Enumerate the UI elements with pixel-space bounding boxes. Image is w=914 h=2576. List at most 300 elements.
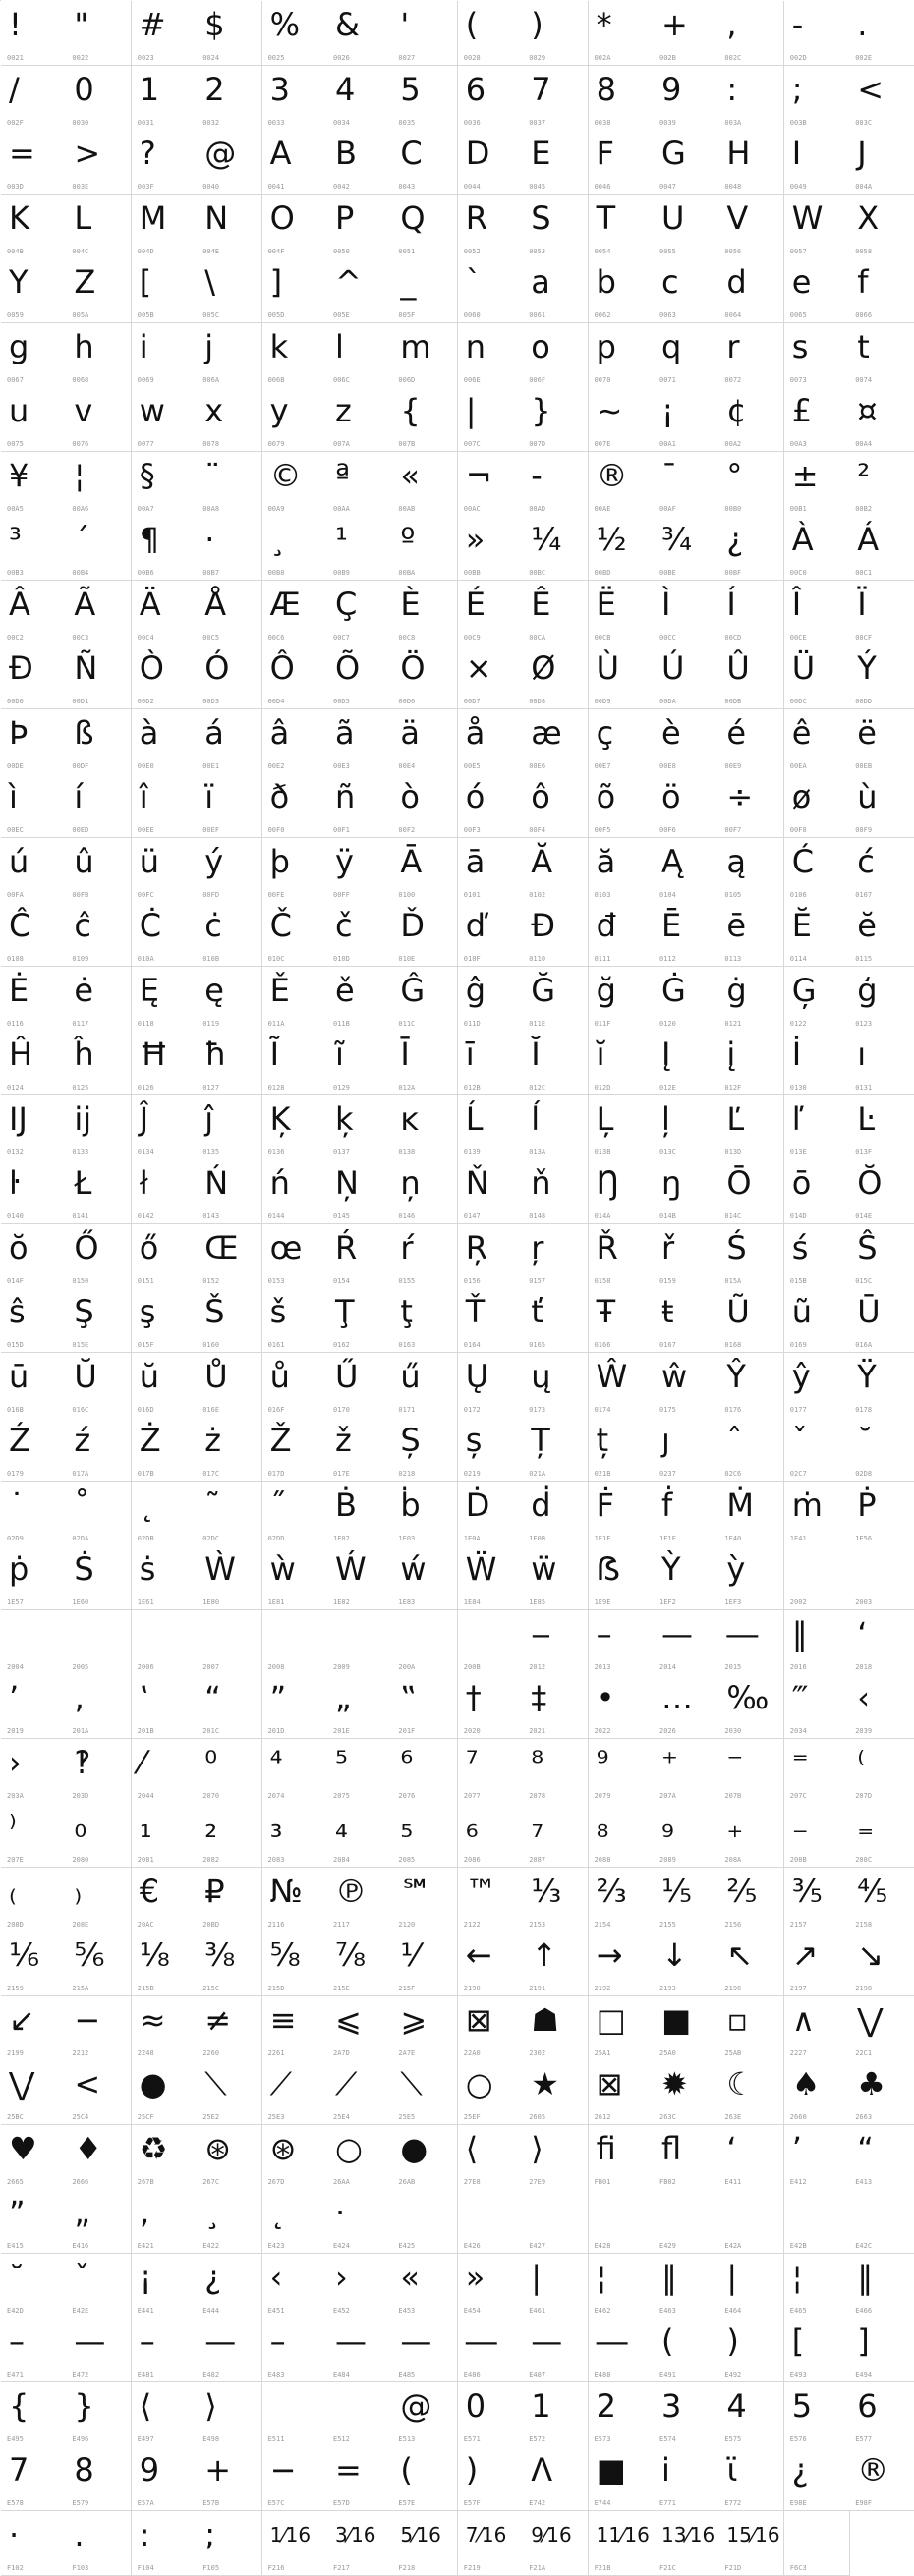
glyph-cell <box>458 452 524 517</box>
glyph-char: p <box>596 327 616 365</box>
glyph-cell <box>66 581 132 645</box>
glyph-char: ® <box>857 2451 889 2489</box>
glyph-char: € <box>139 1872 160 1910</box>
glyph-cell <box>132 1288 198 1353</box>
glyph-codepoint: 2191 <box>529 1985 546 1993</box>
glyph-cell <box>589 258 655 323</box>
glyph-codepoint: F219 <box>463 2563 481 2572</box>
glyph-cell <box>197 1353 262 1418</box>
glyph-codepoint: 0218 <box>398 1470 416 1479</box>
glyph-char: ⁾ <box>9 1808 17 1845</box>
glyph-char: Ĥ <box>9 1036 33 1073</box>
glyph-codepoint: 0115 <box>855 955 873 964</box>
glyph-char: ‡ <box>531 1679 547 1716</box>
glyph-cell <box>784 1803 850 1868</box>
glyph-codepoint: 2122 <box>463 1920 481 1929</box>
glyph-cell <box>392 1288 458 1353</box>
glyph-cell <box>327 2318 393 2382</box>
glyph-cell <box>66 2060 132 2125</box>
glyph-cell <box>849 1932 914 1996</box>
glyph-char: ™ <box>465 1872 497 1910</box>
glyph-char: ŷ <box>791 1357 811 1395</box>
glyph-cell <box>132 644 198 709</box>
glyph-cell <box>1 1 67 66</box>
glyph-cell <box>523 1482 589 1546</box>
glyph-codepoint: 00C9 <box>463 633 481 642</box>
glyph-char: Ť <box>465 1293 486 1330</box>
glyph-cell <box>849 1739 914 1804</box>
glyph-codepoint: 00AF <box>659 504 676 513</box>
glyph-char: ŕ <box>400 1228 414 1266</box>
glyph-cell <box>132 1353 198 1418</box>
glyph-cell <box>589 967 655 1032</box>
glyph-codepoint: 25EF <box>463 2113 481 2122</box>
glyph-cell <box>262 2511 328 2576</box>
glyph-char: ś <box>791 1228 809 1266</box>
glyph-cell <box>392 516 458 581</box>
glyph-codepoint: 016E <box>202 1405 220 1414</box>
glyph-char: ♣ <box>857 2065 885 2102</box>
glyph-cell <box>1 452 67 517</box>
glyph-cell <box>458 709 524 774</box>
glyph-cell <box>66 1224 132 1289</box>
glyph-cell <box>718 2254 784 2319</box>
glyph-char: ő <box>139 1228 159 1266</box>
glyph-char: Õ <box>335 649 361 687</box>
glyph-char: ẅ <box>531 1550 557 1588</box>
glyph-cell <box>784 1610 850 1675</box>
glyph-cell <box>262 1610 328 1675</box>
glyph-codepoint: 00D0 <box>7 698 24 706</box>
glyph-char: · <box>204 521 215 558</box>
glyph-cell <box>132 2511 198 2576</box>
glyph-cell <box>1 1932 67 1996</box>
glyph-char: ď <box>465 907 486 944</box>
glyph-char: Y <box>9 263 29 301</box>
glyph-cell <box>132 2189 198 2254</box>
glyph-codepoint: 00E9 <box>724 761 742 770</box>
glyph-cell <box>132 967 198 1032</box>
glyph-codepoint: 20BD <box>202 1920 220 1929</box>
glyph-cell <box>849 66 914 131</box>
glyph-char: þ <box>269 842 290 880</box>
glyph-codepoint: E452 <box>333 2306 350 2315</box>
glyph-char: 5 <box>791 2386 813 2425</box>
glyph-codepoint: 2248 <box>137 2048 154 2057</box>
glyph-cell <box>784 1868 850 1932</box>
glyph-codepoint: 0108 <box>7 955 24 964</box>
glyph-codepoint: 00D7 <box>463 698 481 706</box>
glyph-codepoint: 017D <box>267 1470 285 1479</box>
glyph-char: = <box>335 2451 362 2489</box>
glyph-codepoint: E497 <box>137 2435 154 2443</box>
glyph-char: 6 <box>465 70 486 108</box>
glyph-codepoint: 2004 <box>7 1662 24 1671</box>
glyph-codepoint: 00E6 <box>529 761 546 770</box>
glyph-cell <box>654 1 719 66</box>
glyph-char: ˚ <box>74 1485 90 1524</box>
glyph-cell <box>523 902 589 967</box>
glyph-cell <box>654 1417 719 1482</box>
glyph-char: Ê <box>531 585 551 623</box>
glyph-cell <box>66 902 132 967</box>
glyph-codepoint: 0065 <box>789 311 807 320</box>
glyph-cell <box>1 1868 67 1932</box>
glyph-codepoint: 0031 <box>137 118 154 127</box>
glyph-char: B <box>335 135 357 172</box>
glyph-codepoint: 00CD <box>724 633 742 642</box>
glyph-cell <box>132 581 198 645</box>
glyph-cell <box>784 1417 850 1482</box>
glyph-cell <box>197 2125 262 2190</box>
glyph-char: 1⁄16 <box>269 2522 312 2547</box>
glyph-cell <box>718 387 784 452</box>
glyph-char: Ó <box>204 649 230 687</box>
glyph-cell <box>132 1224 198 1289</box>
glyph-codepoint: 2088 <box>594 1856 611 1865</box>
glyph-cell <box>458 1224 524 1289</box>
glyph-cell <box>718 452 784 517</box>
glyph-cell <box>197 2382 262 2447</box>
glyph-cell <box>66 1159 132 1224</box>
glyph-codepoint: 0178 <box>855 1405 873 1414</box>
glyph-cell <box>66 1932 132 1996</box>
glyph-char: 3⁄16 <box>335 2522 376 2547</box>
glyph-codepoint: 0071 <box>659 375 676 384</box>
glyph-cell <box>523 2382 589 2447</box>
glyph-cell <box>523 1996 589 2061</box>
glyph-codepoint: 0124 <box>7 1084 24 1092</box>
glyph-char: Ë <box>596 585 616 623</box>
glyph-codepoint: 015D <box>7 1341 24 1350</box>
glyph-cell <box>523 387 589 452</box>
glyph-codepoint: E576 <box>789 2435 807 2443</box>
glyph-cell <box>197 258 262 323</box>
glyph-cell <box>392 1996 458 2061</box>
glyph-char: Ė <box>9 971 29 1009</box>
glyph-cell <box>784 838 850 903</box>
glyph-codepoint: 1E40 <box>724 1534 742 1542</box>
glyph-cell <box>1 1482 67 1546</box>
glyph-char: | <box>726 2258 738 2296</box>
glyph-char: ľ <box>791 1099 804 1138</box>
glyph-codepoint: 2080 <box>72 1856 89 1865</box>
glyph-codepoint: E444 <box>202 2306 220 2315</box>
glyph-cell <box>718 581 784 645</box>
glyph-char: Ŗ <box>465 1228 488 1266</box>
glyph-cell <box>458 2511 524 2576</box>
glyph-codepoint: E487 <box>529 2371 546 2380</box>
glyph-codepoint: 0141 <box>72 1212 89 1221</box>
glyph-char: ( <box>400 2451 413 2489</box>
glyph-codepoint: 0144 <box>267 1212 285 1221</box>
glyph-cell <box>654 644 719 709</box>
glyph-char: Ẃ <box>335 1550 367 1588</box>
glyph-char: ⅗ <box>791 1872 823 1910</box>
glyph-char: „ <box>335 1679 352 1716</box>
glyph-cell <box>1 1224 67 1289</box>
glyph-cell <box>1 2511 67 2576</box>
glyph-cell <box>589 66 655 131</box>
glyph-char: ⟋ <box>335 2065 358 2102</box>
glyph-cell <box>1 1031 67 1095</box>
glyph-codepoint: 00DD <box>855 698 873 706</box>
glyph-cell <box>262 1545 328 1610</box>
glyph-cell <box>523 2060 589 2125</box>
glyph-codepoint: E577 <box>855 2435 873 2443</box>
glyph-codepoint: 215A <box>72 1985 89 1993</box>
glyph-char: ķ <box>335 1099 354 1138</box>
glyph-codepoint: 00A4 <box>855 440 873 449</box>
glyph-char: º <box>400 521 416 558</box>
glyph-codepoint: 215B <box>137 1985 154 1993</box>
glyph-char: Æ <box>269 585 301 623</box>
glyph-codepoint: 00D1 <box>72 698 89 706</box>
glyph-cell <box>718 66 784 131</box>
glyph-char: ĸ <box>400 1099 419 1138</box>
glyph-char: ( <box>661 2323 674 2360</box>
glyph-codepoint: 00CA <box>529 633 546 642</box>
glyph-codepoint: 2030 <box>724 1727 742 1736</box>
glyph-codepoint: 02DC <box>202 1534 220 1542</box>
glyph-cell <box>392 709 458 774</box>
glyph-codepoint: 00F5 <box>594 826 611 835</box>
glyph-cell <box>197 323 262 388</box>
glyph-char: ♻ <box>139 2129 168 2167</box>
glyph-char: Ů <box>204 1357 228 1395</box>
glyph-char: ® <box>596 456 628 494</box>
glyph-codepoint: 0074 <box>855 375 873 384</box>
glyph-codepoint: E574 <box>659 2435 676 2443</box>
glyph-codepoint: 0057 <box>789 247 807 255</box>
glyph-cell <box>327 838 393 903</box>
glyph-codepoint: 003C <box>855 118 873 127</box>
glyph-char: - <box>531 456 543 494</box>
glyph-codepoint: 00F9 <box>855 826 873 835</box>
glyph-codepoint: 201C <box>202 1727 220 1736</box>
glyph-codepoint: E427 <box>529 2242 546 2251</box>
glyph-codepoint: 00AE <box>594 504 611 513</box>
glyph-cell <box>784 130 850 195</box>
glyph-cell <box>718 773 784 838</box>
glyph-codepoint: 207C <box>789 1791 807 1800</box>
glyph-codepoint: 00FF <box>333 890 350 899</box>
glyph-cell <box>718 902 784 967</box>
glyph-codepoint: 013C <box>659 1148 676 1156</box>
glyph-codepoint: 00BE <box>659 569 676 578</box>
glyph-codepoint: 2120 <box>398 1920 416 1929</box>
glyph-char: ‚ <box>139 2194 149 2231</box>
glyph-codepoint: E98F <box>855 2499 873 2508</box>
glyph-codepoint: E744 <box>594 2499 611 2508</box>
glyph-cell <box>718 1224 784 1289</box>
glyph-codepoint: 2070 <box>202 1791 220 1800</box>
glyph-codepoint: 016A <box>855 1341 873 1350</box>
glyph-cell <box>262 1095 328 1160</box>
glyph-cell <box>262 258 328 323</box>
glyph-cell <box>262 2254 328 2319</box>
glyph-codepoint: 0159 <box>659 1276 676 1285</box>
glyph-char: ș <box>465 1422 483 1459</box>
glyph-char: ě <box>335 971 355 1009</box>
glyph-char: + <box>204 2451 231 2489</box>
glyph-codepoint: 0110 <box>529 955 546 964</box>
glyph-cell <box>66 709 132 774</box>
glyph-cell <box>784 2318 850 2382</box>
glyph-cell <box>849 838 914 903</box>
glyph-codepoint: 02D9 <box>7 1534 24 1542</box>
glyph-codepoint: 010D <box>333 955 350 964</box>
glyph-codepoint: 006F <box>529 375 546 384</box>
glyph-cell <box>849 2060 914 2125</box>
glyph-codepoint: 006D <box>398 375 416 384</box>
glyph-codepoint: 0030 <box>72 118 89 127</box>
glyph-codepoint: 00B9 <box>333 569 350 578</box>
glyph-codepoint: 0113 <box>724 955 742 964</box>
glyph-cell <box>589 323 655 388</box>
glyph-cell <box>392 2382 458 2447</box>
glyph-codepoint: 017E <box>333 1470 350 1479</box>
glyph-cell <box>66 323 132 388</box>
glyph-char: ù <box>857 778 878 815</box>
glyph-char: „ <box>74 2194 90 2231</box>
glyph-cell <box>262 1417 328 1482</box>
glyph-char: ♦ <box>74 2129 103 2167</box>
glyph-cell <box>458 1996 524 2061</box>
glyph-cell <box>718 838 784 903</box>
glyph-codepoint: 0028 <box>463 54 481 63</box>
glyph-codepoint: 0067 <box>7 375 24 384</box>
glyph-cell <box>654 967 719 1032</box>
glyph-char: ⋁ <box>857 2000 884 2039</box>
glyph-cell <box>784 1288 850 1353</box>
glyph-cell <box>523 1031 589 1095</box>
glyph-char: { <box>400 392 421 429</box>
glyph-char: ĺ <box>531 1099 541 1138</box>
glyph-char: ḃ <box>400 1485 421 1524</box>
glyph-char: k <box>269 327 289 365</box>
glyph-cell <box>1 195 67 259</box>
glyph-codepoint: 00AB <box>398 504 416 513</box>
glyph-char: ⋁ <box>9 2065 35 2102</box>
glyph-codepoint: 0146 <box>398 1212 416 1221</box>
glyph-char: Ō <box>726 1164 752 1202</box>
glyph-codepoint: 0168 <box>724 1341 742 1350</box>
glyph-cell <box>718 2446 784 2511</box>
glyph-codepoint: 200B <box>463 1662 481 1671</box>
glyph-char: 2 <box>204 70 225 108</box>
glyph-codepoint: 2159 <box>7 1985 24 1993</box>
glyph-codepoint: 208B <box>789 1856 807 1865</box>
glyph-codepoint: 0117 <box>72 1019 89 1028</box>
glyph-cell <box>523 66 589 131</box>
glyph-cell <box>718 1545 784 1610</box>
glyph-codepoint: 207D <box>855 1791 873 1800</box>
glyph-char: Ĉ <box>9 907 31 944</box>
glyph-cell <box>197 1031 262 1095</box>
glyph-cell <box>589 1031 655 1095</box>
glyph-cell <box>66 1674 132 1739</box>
glyph-codepoint: E463 <box>659 2306 676 2315</box>
glyph-char: ) <box>465 2451 479 2489</box>
glyph-cell <box>784 1353 850 1418</box>
glyph-cell <box>132 130 198 195</box>
glyph-char: — <box>74 2323 106 2360</box>
glyph-char: . <box>857 6 868 43</box>
glyph-cell <box>392 452 458 517</box>
glyph-cell <box>132 1932 198 1996</box>
glyph-codepoint: 2190 <box>463 1985 481 1993</box>
glyph-cell <box>392 1674 458 1739</box>
glyph-cell <box>1 2382 67 2447</box>
glyph-codepoint: 013A <box>529 1148 546 1156</box>
glyph-cell <box>718 2382 784 2447</box>
glyph-cell <box>849 2125 914 2190</box>
glyph-codepoint: 011C <box>398 1019 416 1028</box>
glyph-char: ẃ <box>400 1550 427 1588</box>
glyph-cell <box>718 1932 784 1996</box>
glyph-cell <box>392 967 458 1032</box>
glyph-char: . <box>74 2515 85 2553</box>
glyph-codepoint: E742 <box>529 2499 546 2508</box>
glyph-char: Ŕ <box>335 1228 358 1266</box>
glyph-cell <box>197 838 262 903</box>
glyph-char: I <box>791 135 802 172</box>
glyph-char: ¤ <box>857 392 878 429</box>
glyph-codepoint: 00EA <box>789 761 807 770</box>
glyph-codepoint: 2077 <box>463 1791 481 1800</box>
glyph-codepoint: 0129 <box>333 1084 350 1092</box>
glyph-codepoint: E483 <box>267 2371 285 2380</box>
glyph-codepoint: 012D <box>594 1084 611 1092</box>
glyph-char: ´ <box>74 521 90 558</box>
glyph-char: Ï <box>857 585 867 623</box>
glyph-cell <box>327 1159 393 1224</box>
glyph-char: Ą <box>661 842 683 880</box>
glyph-char: › <box>335 2258 348 2296</box>
glyph-codepoint: 201B <box>137 1727 154 1736</box>
glyph-codepoint: 201E <box>333 1727 350 1736</box>
glyph-char: ā <box>465 842 486 880</box>
glyph-char: ^ <box>335 263 362 301</box>
glyph-char: ¾ <box>661 521 693 558</box>
glyph-cell <box>849 1868 914 1932</box>
glyph-char: Ŏ <box>857 1164 883 1202</box>
glyph-char: ⅖ <box>726 1872 758 1910</box>
glyph-codepoint: 1E80 <box>202 1598 220 1607</box>
glyph-char: 9 <box>139 2451 160 2489</box>
glyph-char: Ṡ <box>74 1550 94 1588</box>
glyph-char: ℠ <box>400 1872 433 1910</box>
glyph-cell <box>1 709 67 774</box>
glyph-char: ḋ <box>531 1485 551 1524</box>
glyph-char: Ṁ <box>726 1485 754 1524</box>
glyph-char: + <box>661 6 688 43</box>
glyph-cell <box>392 1031 458 1095</box>
glyph-char: Ḟ <box>596 1485 614 1524</box>
glyph-codepoint: 00E3 <box>333 761 350 770</box>
glyph-codepoint: 00A5 <box>7 504 24 513</box>
glyph-cell <box>718 644 784 709</box>
glyph-char: ₌ <box>857 1808 875 1845</box>
glyph-char: , <box>726 6 737 43</box>
glyph-cell <box>589 709 655 774</box>
glyph-codepoint: E579 <box>72 2499 89 2508</box>
glyph-codepoint: 2014 <box>659 1662 676 1671</box>
glyph-char: ₽ <box>204 1872 225 1910</box>
glyph-cell <box>718 2511 784 2576</box>
glyph-cell <box>132 2125 198 2190</box>
